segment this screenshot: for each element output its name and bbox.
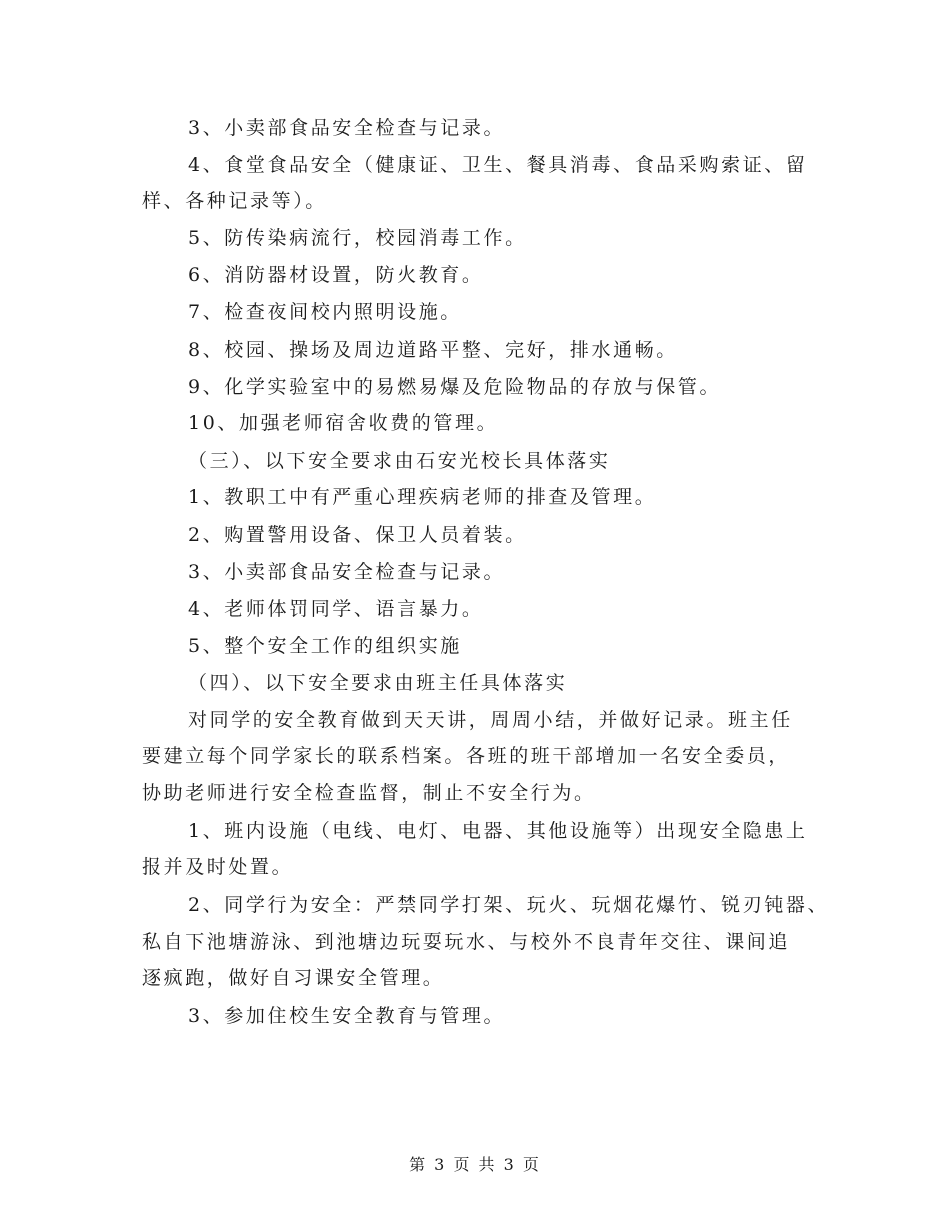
paragraph-line: 6、消防器材设置，防火教育。 <box>188 264 484 286</box>
paragraph-line: 1、教职工中有严重心理疾病老师的排查及管理。 <box>188 486 657 508</box>
paragraph-line: 1、班内设施（电线、电灯、电器、其他设施等）出现安全隐患上 <box>188 820 808 842</box>
paragraph-line: 要建立每个同学家长的联系档案。各班的班干部增加一名安全委员， <box>142 745 791 767</box>
paragraph-line: 5、整个安全工作的组织实施 <box>188 635 462 657</box>
paragraph-line: 8、校园、操场及周边道路平整、完好，排水通畅。 <box>188 339 678 361</box>
paragraph-line: 9、化学实验室中的易燃易爆及危险物品的存放与保管。 <box>188 376 722 398</box>
paragraph-line: 3、参加住校生安全教育与管理。 <box>188 1005 506 1027</box>
section-heading: （三）、以下安全要求由石安光校长具体落实 <box>188 450 611 472</box>
page-number-footer: 第 3 页 共 3 页 <box>409 1155 541 1174</box>
paragraph-line: 7、检查夜间校内照明设施。 <box>188 301 462 323</box>
paragraph-line: 逐疯跑，做好自习课安全管理。 <box>142 967 445 989</box>
paragraph-line: 2、同学行为安全：严禁同学打架、玩火、玩烟花爆竹、锐刃钝器、 <box>188 894 830 916</box>
paragraph-line: 协助老师进行安全检查监督，制止不安全行为。 <box>142 782 596 804</box>
paragraph-line: 2、购置警用设备、保卫人员着装。 <box>188 524 527 546</box>
paragraph-line: 3、小卖部食品安全检查与记录。 <box>188 561 506 583</box>
paragraph-line: 4、食堂食品安全（健康证、卫生、餐具消毒、食品采购索证、留 <box>188 154 808 176</box>
paragraph-line: 私自下池塘游泳、到池塘边玩耍玩水、与校外不良青年交往、课间追 <box>142 931 791 953</box>
paragraph-line: 报并及时处置。 <box>142 856 294 878</box>
paragraph-line: 样、各种记录等）。 <box>142 190 327 212</box>
paragraph-line: 5、防传染病流行，校园消毒工作。 <box>188 227 527 249</box>
paragraph-line: 3、小卖部食品安全检查与记录。 <box>188 117 506 139</box>
section-heading: （四）、以下安全要求由班主任具体落实 <box>188 672 568 694</box>
paragraph-line: 4、老师体罚同学、语言暴力。 <box>188 598 484 620</box>
paragraph-line: 对同学的安全教育做到天天讲，周周小结，并做好记录。班主任 <box>188 709 793 731</box>
paragraph-line: 10、加强老师宿舍收费的管理。 <box>188 412 499 434</box>
